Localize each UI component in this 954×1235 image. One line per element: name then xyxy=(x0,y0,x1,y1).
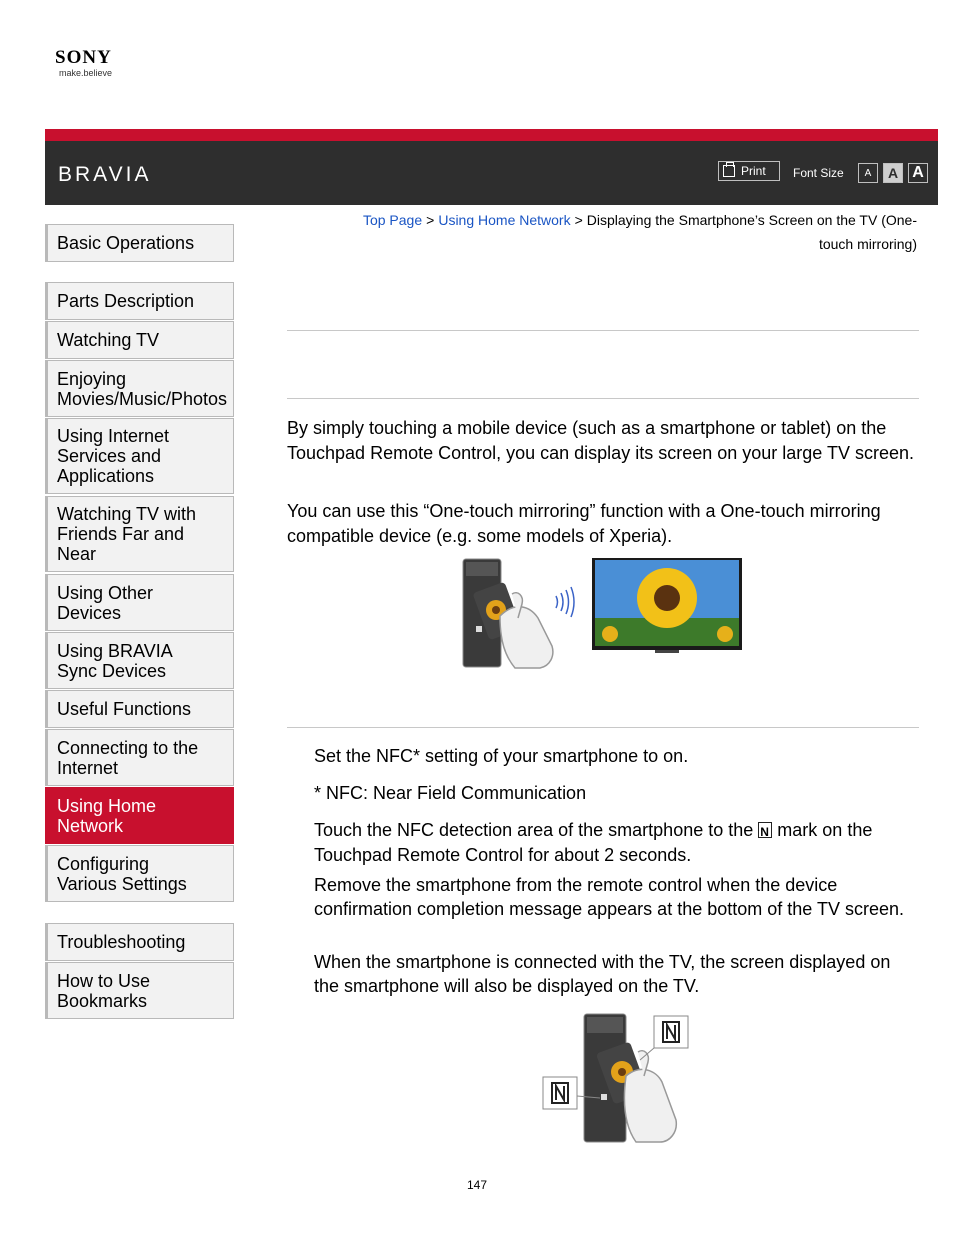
sidebar-item-label: Connecting to the Internet xyxy=(57,737,199,778)
one-touch-mirroring-illustration xyxy=(460,556,745,671)
divider xyxy=(287,330,919,331)
nfc-footnote: * NFC: Near Field Communication xyxy=(314,783,587,803)
sidebar-item-basic-operations[interactable] xyxy=(45,224,234,262)
nfc-mark-icon xyxy=(640,1016,688,1060)
sidebar-item-label: Enjoying Movies/Music/Photos xyxy=(57,368,228,409)
step-2-remove-text: Remove the smartphone from the remote control when the device confirmation completion message appears at the bottom of the TV screen. xyxy=(314,875,904,919)
intro-paragraph: By simply touching a mobile device (such as a smartphone or tablet) on the Touchpad Remote Control, you can display its screen on your large TV screen. xyxy=(287,418,914,463)
font-size-small-button[interactable]: A xyxy=(858,163,878,183)
nfc-touch-illustration xyxy=(540,1010,695,1145)
breadcrumb-current-continued: touch mirroring) xyxy=(818,236,917,252)
sidebar-item-watching-tv[interactable] xyxy=(45,321,234,359)
font-size-medium-button[interactable]: A xyxy=(883,163,903,183)
sony-tagline: make.believe xyxy=(59,68,113,78)
sidebar-item-label: Watching TV with Friends Far and Near xyxy=(57,504,197,564)
header-accent-strip xyxy=(45,129,938,141)
sidebar-item-bookmarks[interactable] xyxy=(45,962,234,1019)
sidebar-item-label: Using Internet Services and Applications xyxy=(57,426,170,486)
sidebar-item-label: Using BRAVIA Sync Devices xyxy=(57,640,173,681)
tv-icon xyxy=(592,558,742,653)
step-2-connected-text: When the smartphone is connected with the TV, the screen displayed on the smartphone will also be displayed on the TV. xyxy=(314,952,891,996)
bravia-logo: BRAVIA xyxy=(58,163,152,186)
sidebar-item-label: Basic Operations xyxy=(57,233,195,253)
breadcrumb-top-page-link[interactable]: Top Page xyxy=(362,212,423,228)
breadcrumb-home-network-link[interactable]: Using Home Network xyxy=(438,212,571,228)
breadcrumb-separator: > xyxy=(574,212,583,228)
font-size-label: Font Size xyxy=(793,166,844,180)
sidebar-item-bravia-sync[interactable] xyxy=(45,632,234,689)
page-number: 147 xyxy=(467,1178,488,1192)
nfc-mark-icon xyxy=(758,822,772,838)
divider xyxy=(287,398,919,399)
sidebar-item-label: Useful Functions xyxy=(57,699,192,719)
intro-paragraph-compatibility: You can use this “One-touch mirroring” function with a One-touch mirroring compatible device (e.g. some models of Xperia). xyxy=(287,501,881,546)
sidebar-item-connecting-internet[interactable] xyxy=(45,729,234,786)
sony-logo xyxy=(55,48,112,78)
divider xyxy=(287,727,919,728)
breadcrumb xyxy=(297,208,917,256)
sidebar-item-internet-services[interactable] xyxy=(45,418,234,494)
sidebar-item-label: Watching TV xyxy=(57,330,160,350)
sidebar-item-configuring-settings[interactable] xyxy=(45,845,234,902)
printer-icon xyxy=(723,165,735,177)
sony-wordmark: SONY xyxy=(55,47,112,68)
sidebar-item-enjoying-media[interactable] xyxy=(45,360,234,417)
sidebar-item-label: Parts Description xyxy=(57,291,195,311)
sidebar-item-other-devices[interactable] xyxy=(45,574,234,631)
sidebar-item-label: Configuring Various Settings xyxy=(57,853,187,894)
print-button[interactable] xyxy=(718,161,780,181)
breadcrumb-current: Displaying the Smartphone’s Screen on the TV (One- xyxy=(586,212,917,228)
sidebar-item-label: Troubleshooting xyxy=(57,932,186,952)
sidebar-item-label: Using Home Network xyxy=(57,795,157,836)
step-2-text: Touch the NFC detection area of the smartphone to the N mark on the Touchpad Remote Control for about 2 seconds. xyxy=(314,818,914,868)
sidebar-item-useful-functions[interactable] xyxy=(45,690,234,728)
sidebar-item-home-network[interactable] xyxy=(45,787,234,844)
font-size-large-button[interactable]: A xyxy=(908,163,928,183)
sidebar-item-label: Using Other Devices xyxy=(57,582,154,623)
breadcrumb-separator: > xyxy=(426,212,435,228)
sidebar-item-label: How to Use Bookmarks xyxy=(57,970,151,1011)
step-1-text: Set the NFC* setting of your smartphone to on. xyxy=(314,746,689,766)
wireless-signal-icon xyxy=(556,587,574,617)
sidebar-item-parts-description[interactable] xyxy=(45,282,234,320)
sidebar-item-watching-with-friends[interactable] xyxy=(45,496,234,572)
print-label: Print xyxy=(741,164,766,178)
sidebar-item-troubleshooting[interactable] xyxy=(45,923,234,961)
